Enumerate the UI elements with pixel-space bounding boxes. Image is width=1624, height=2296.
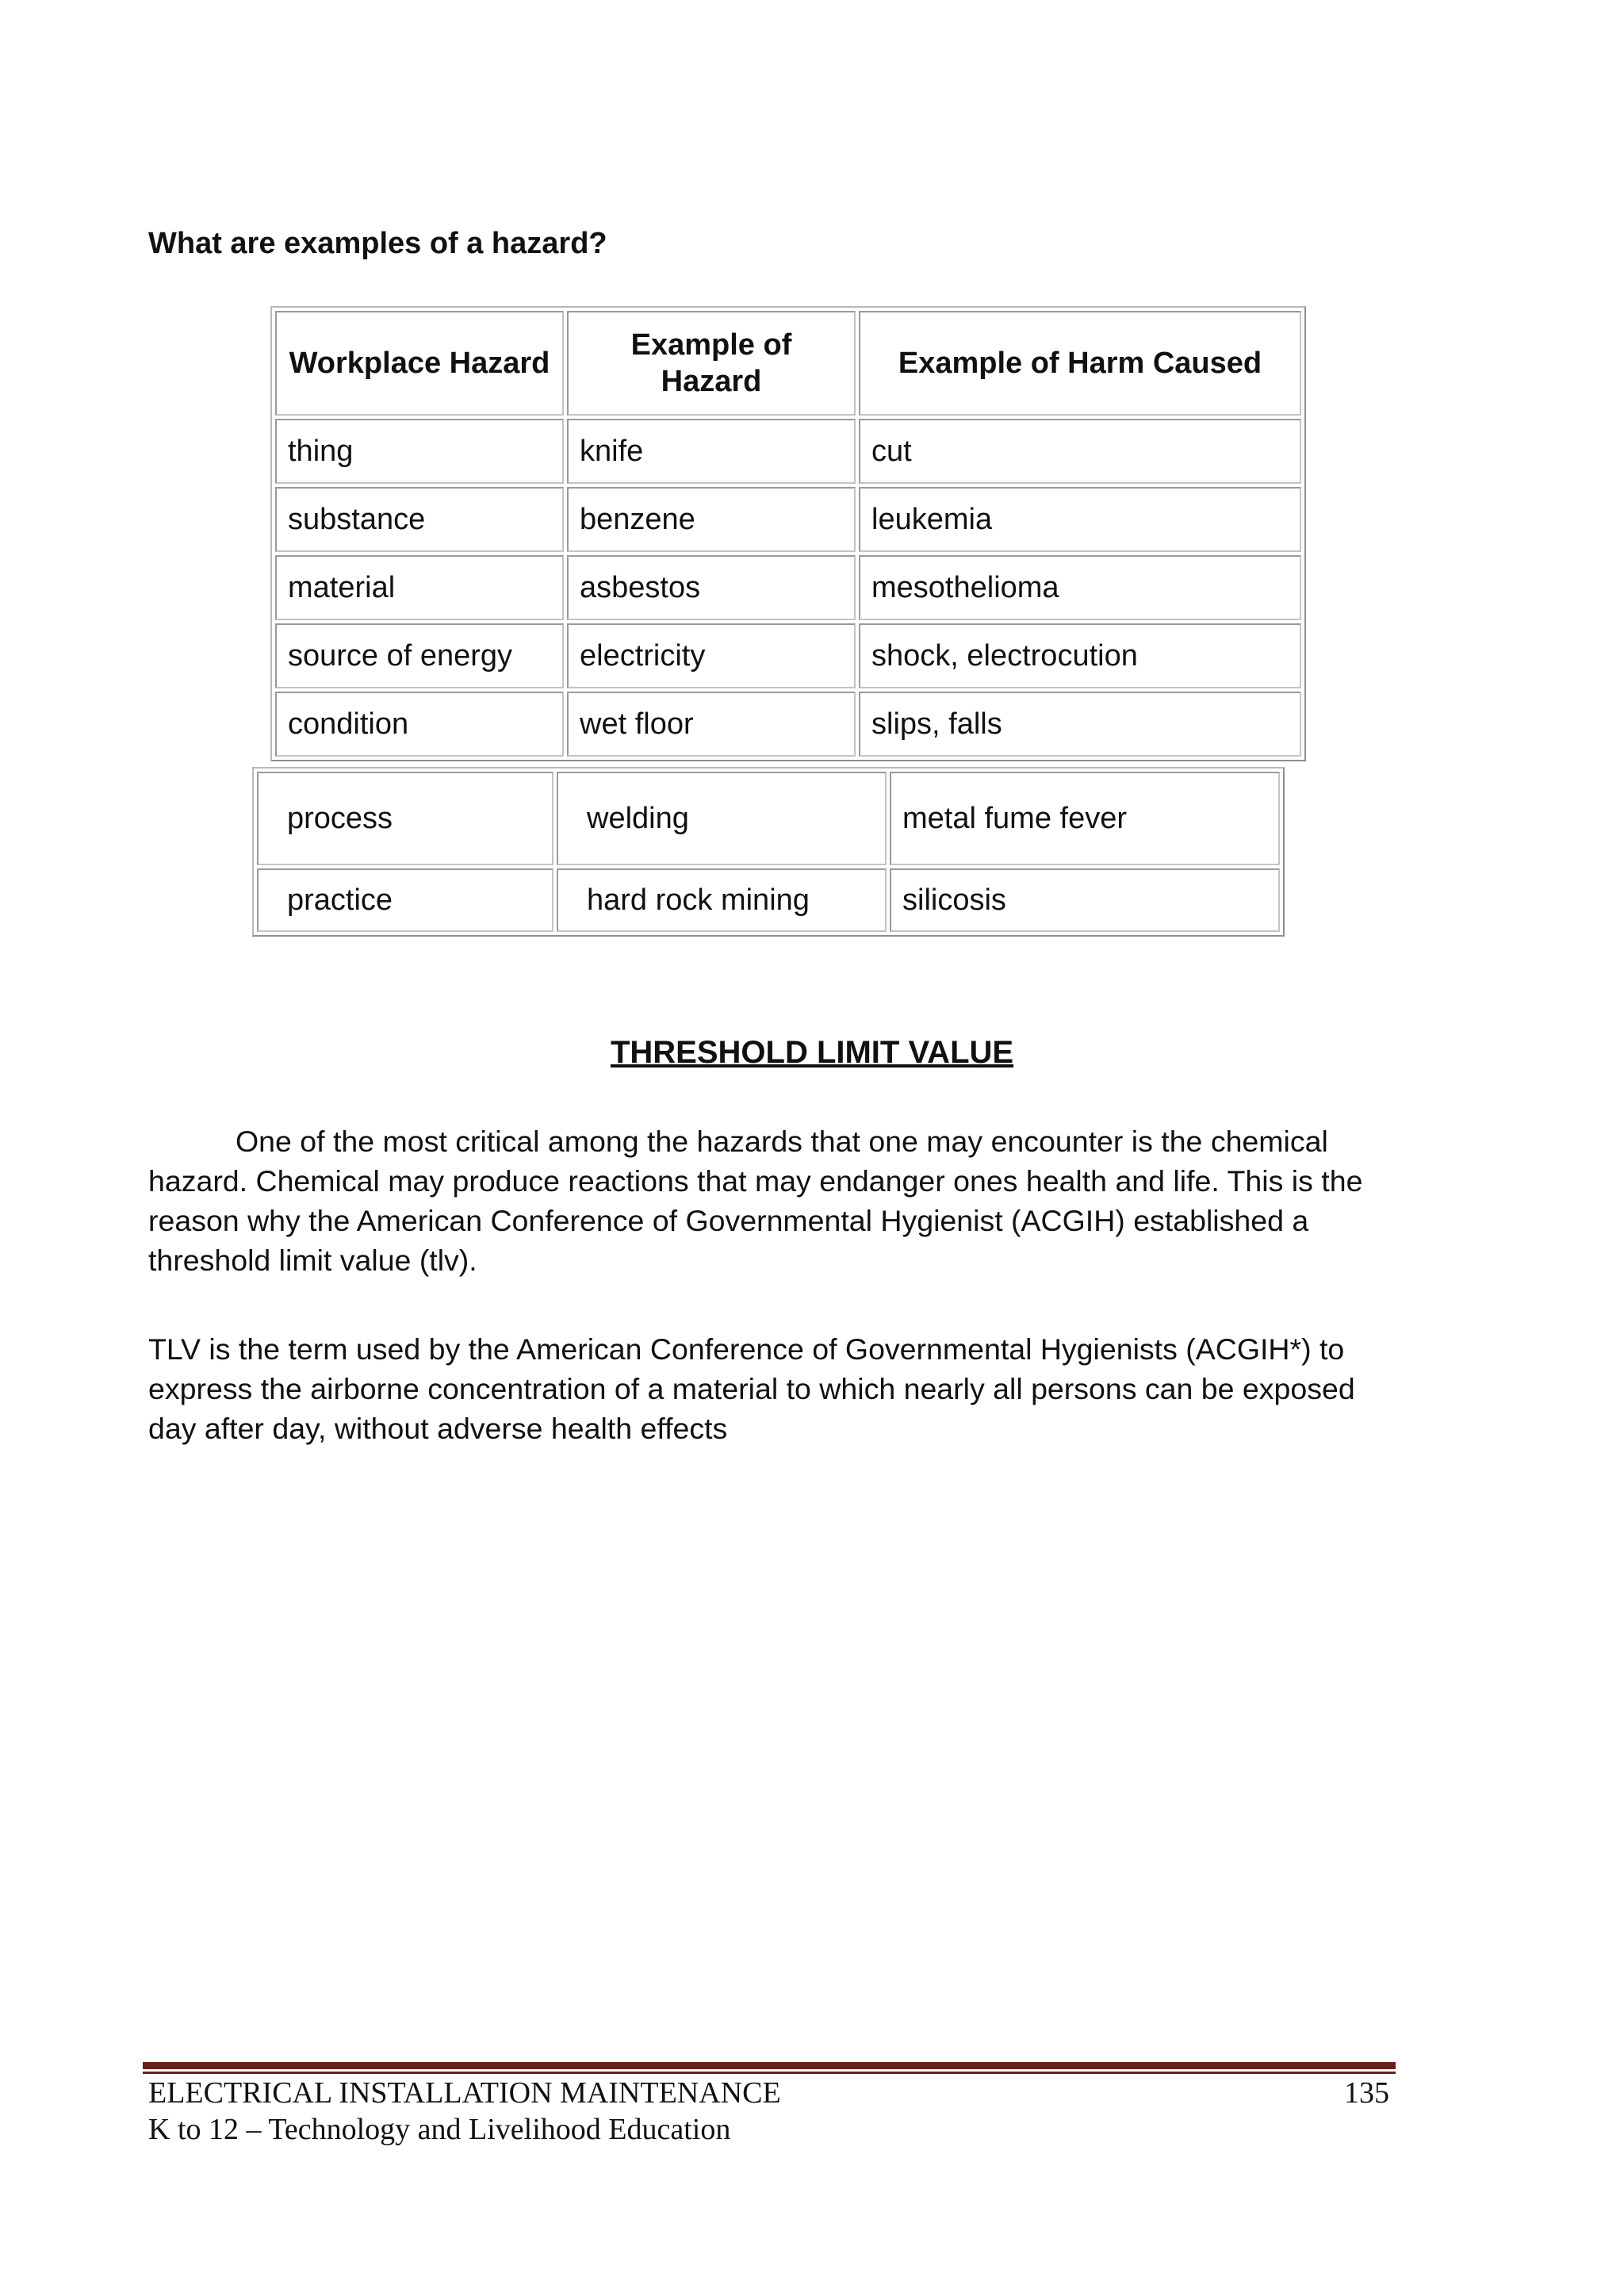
table-cell: leukemia	[859, 487, 1301, 552]
table-cell: hard rock mining	[557, 868, 887, 932]
table-cell: welding	[557, 772, 887, 865]
table-cell: material	[275, 555, 564, 620]
hazard-table-continued	[252, 767, 1285, 937]
table-cell: mesothelioma	[859, 555, 1301, 620]
table-cell: wet floor	[567, 692, 856, 757]
section-title: THRESHOLD LIMIT VALUE	[610, 1035, 1014, 1070]
header-workplace-hazard: Workplace Hazard	[275, 311, 564, 416]
table-row	[275, 623, 1301, 688]
page-number: 135	[1344, 2076, 1389, 2110]
header-example-of-hazard: Example of Hazard	[567, 311, 856, 416]
table-cell: process	[257, 772, 553, 865]
table-cell: knife	[567, 419, 856, 484]
table-cell: thing	[275, 419, 564, 484]
footer-rule-thin	[143, 2072, 1396, 2074]
table-cell: electricity	[567, 623, 856, 688]
table-cell: shock, electrocution	[859, 623, 1301, 688]
table-header-row	[275, 311, 1301, 416]
paragraph: TLV is the term used by the American Conference of Governmental Hygienists (ACGIH*) to express the airborne concentration of a material to which nearly all persons can be exposed day after day, without adverse health effects	[148, 1332, 1355, 1445]
table-row	[275, 692, 1301, 757]
paragraph: One of the most critical among the hazards that one may encounter is the chemical hazard. Chemical may produce reactions that may endanger ones health and life. This is the reason why the American Conference of Governmental Hygienist (ACGIH) established a threshold limit value (tlv).	[148, 1125, 1363, 1277]
table-cell: metal fume fever	[890, 772, 1280, 865]
table-row	[275, 419, 1301, 484]
footer-rule	[143, 2062, 1396, 2069]
footer-program: K to 12 – Technology and Livelihood Education	[148, 2113, 731, 2146]
table-cell: asbestos	[567, 555, 856, 620]
table-cell: substance	[275, 487, 564, 552]
table-row	[257, 772, 1280, 865]
table-cell: cut	[859, 419, 1301, 484]
hazard-table	[270, 306, 1306, 761]
table-row	[275, 487, 1301, 552]
header-example-of-harm: Example of Harm Caused	[859, 311, 1301, 416]
footer-course-title: ELECTRICAL INSTALLATION MAINTENANCE	[148, 2076, 781, 2110]
table-cell: source of energy	[275, 623, 564, 688]
table-row	[275, 555, 1301, 620]
table-cell: practice	[257, 868, 553, 932]
table-row	[257, 868, 1280, 932]
table-cell: slips, falls	[859, 692, 1301, 757]
table-cell: condition	[275, 692, 564, 757]
table-cell: silicosis	[890, 868, 1280, 932]
question-heading: What are examples of a hazard?	[148, 227, 607, 260]
table-cell: benzene	[567, 487, 856, 552]
